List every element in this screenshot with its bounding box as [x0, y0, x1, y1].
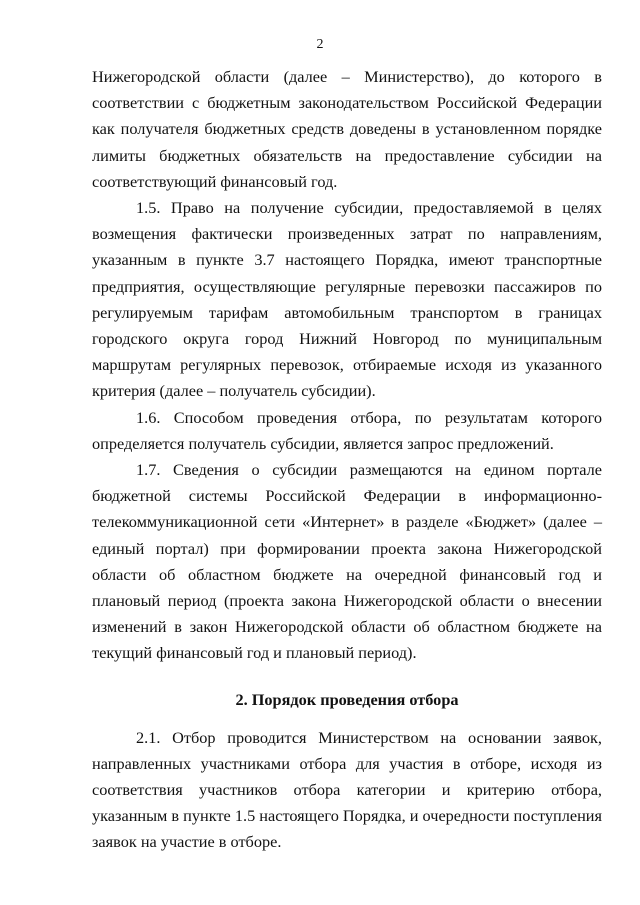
section-heading: 2. Порядок проведения отбора [235, 689, 459, 709]
paragraph-continuation: Нижегородской области (далее – Министерство), до которого в соответствии с бюджетным законодательством Российской Федерации как получателя бюджетных средств доведены в установленном порядке лимиты бюджетных обязательств на предоставление субсидии на соответствующий финансовый год. [92, 67, 602, 191]
document-body [92, 64, 602, 856]
paragraph-1-5: 1.5. Право на получение субсидии, предоставляемой в целях возмещения фактически произведенных затрат по направлениям, указанным в пункте 3.7 настоящего Порядка, имеют транспортные предприятия, осуществляющие регулярные перевозки пассажиров по регулируемым тарифам автомобильным транспортом в границах городского округа город Нижний Новгород по муниципальным маршрутам регулярных перевозок, отбираемые исходя из указанного критерия (далее – получатель субсидии). [92, 198, 602, 401]
page-number: 2 [316, 37, 324, 52]
paragraph-1-7: 1.7. Сведения о субсидии размещаются на едином портале бюджетной системы Российской Федерации в информационно-телекоммуникационной сети «Интернет» в разделе «Бюджет» (далее – единый портал) при формировании проекта закона Нижегородской области об областном бюджете на очередной финансовый год и плановый период (проекта закона Нижегородской области о внесении изменений в закон Нижегородской области об областном бюджете на текущий финансовый год и плановый период). [92, 460, 602, 663]
paragraph-1-6: 1.6. Способом проведения отбора, по результатам которого определяется получатель субсидии, является запрос предложений. [92, 407, 602, 453]
paragraph-2-1: 2.1. Отбор проводится Министерством на основании заявок, направленных участниками отбора для участия в отборе, исходя из соответствия участников отбора категории и критерию отбора, указанным в пункте 1.5 настоящего Порядка, и очередности поступления заявок на участие в отборе. [92, 727, 602, 852]
